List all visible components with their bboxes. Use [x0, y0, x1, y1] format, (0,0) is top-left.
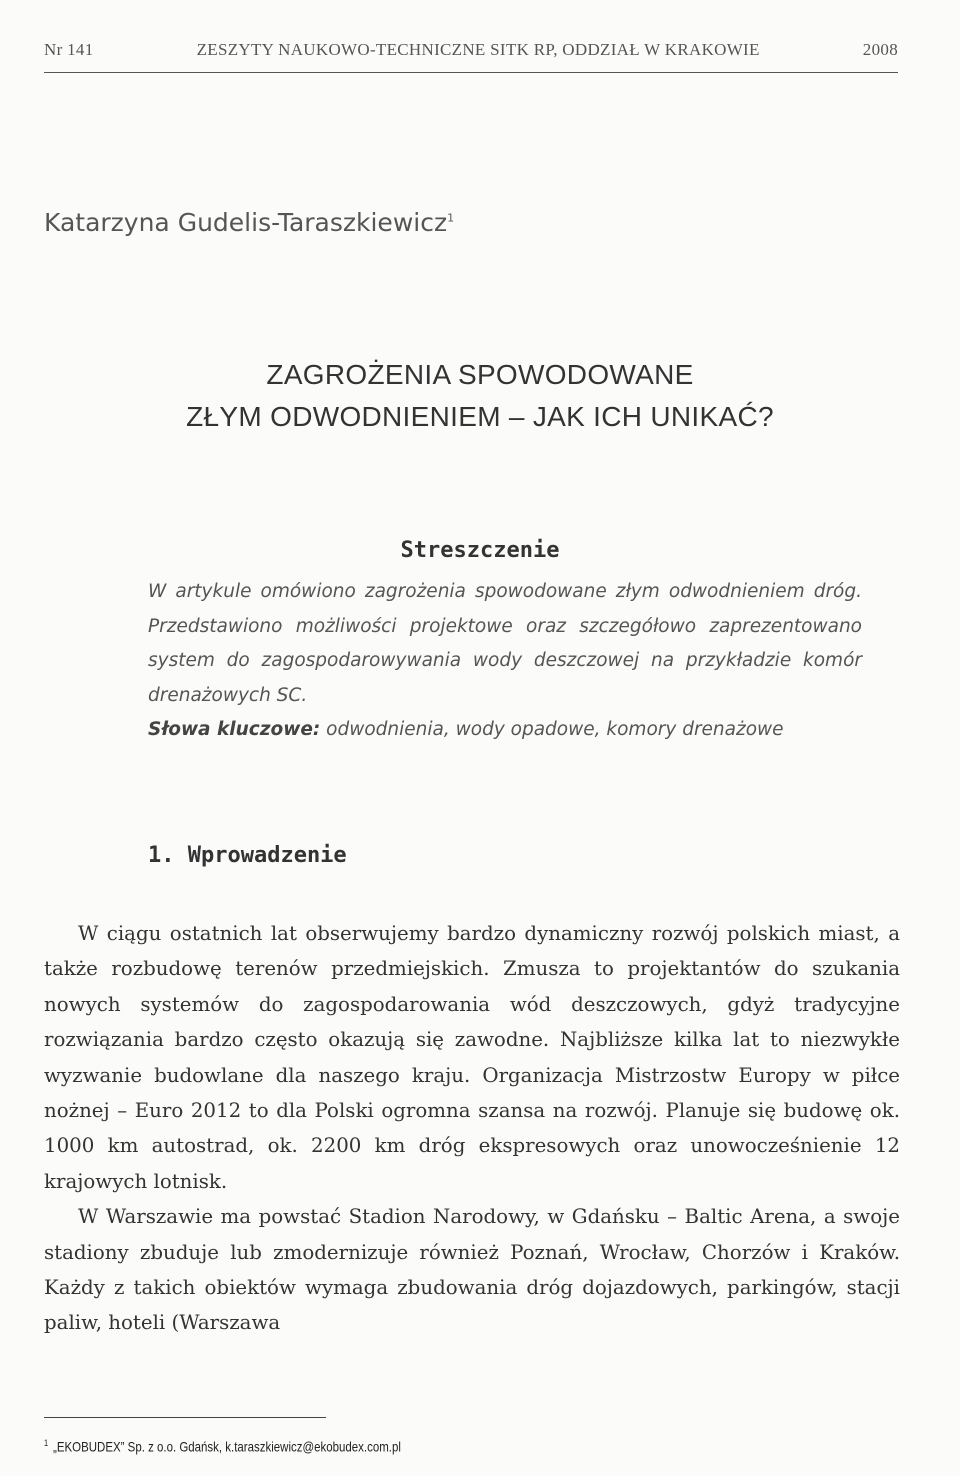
author-footnote-mark: 1 [447, 211, 455, 225]
keywords-label: Słowa kluczowe: [148, 719, 321, 740]
keywords [148, 713, 862, 748]
abstract-text: W artykule omówiono zagrożenia spowodowane złym odwodnieniem dróg. Przedstawiono możliwości projektowe oraz szczegółowo zaprezentowano system do zagospodarowywania wody deszczowej na przykładzie komór drenażowych SC. [148, 581, 862, 706]
header-rule [44, 72, 898, 73]
issue-number: Nr 141 [44, 40, 94, 59]
body-text [44, 916, 900, 1341]
body-paragraph-2: W Warszawie ma powstać Stadion Narodowy, w Gdańsku – Baltic Arena, a swoje stadiony zbuduje lub zmodernizuje również Poznań, Wrocław, Chorzów i Kraków. Każdy z takich obiektów wymaga zbudowania dróg dojazdowych, parkingów, stacji paliw, hoteli (Warszawa [44, 1205, 900, 1335]
footnote-text: „EKOBUDEX” Sp. z o.o. Gdańsk, k.taraszkiewicz@ekobudex.com.pl [53, 1438, 401, 1455]
running-header [44, 40, 898, 60]
footnote-rule [44, 1417, 326, 1418]
abstract [148, 575, 862, 748]
article-title [100, 354, 860, 438]
title-line-2: ZŁYM ODWODNIENIEM – JAK ICH UNIKAĆ? [186, 401, 774, 432]
keywords-list: odwodnienia, wody opadowe, komory drenażowe [326, 719, 784, 740]
footnote [44, 1438, 401, 1455]
body-paragraph-1: W ciągu ostatnich lat obserwujemy bardzo dynamiczny rozwój polskich miast, a także rozbudowę terenów przedmiejskich. Zmusza to projektantów do szukania nowych systemów do zagospodarowania wód deszczowych, gdyż tradycyjne rozwiązania bardzo często okazują się zawodne. Najbliższe kilka lat to niezwykłe wyzwanie budowlane dla naszego kraju. Organizacja Mistrzostw Europy w piłce nożnej – Euro 2012 to dla Polski ogromna szansa na rozwój. Planuje się budowę ok. 1000 km autostrad, ok. 2200 km dróg ekspresowych oraz unowocześnienie 12 krajowych lotnisk. [44, 922, 900, 1193]
abstract-heading: Streszczenie [400, 538, 560, 563]
publication-year: 2008 [862, 40, 898, 59]
title-line-1: ZAGROŻENIA SPOWODOWANE [266, 359, 694, 390]
footnote-mark: 1 [44, 1438, 49, 1448]
author-name: Katarzyna Gudelis-Taraszkiewicz [44, 208, 448, 237]
journal-name: ZESZYTY NAUKOWO-TECHNICZNE SITK RP, ODDZIAŁ W KRAKOWIE [196, 40, 760, 59]
section-heading: 1. Wprowadzenie [148, 843, 347, 868]
author [44, 208, 454, 237]
